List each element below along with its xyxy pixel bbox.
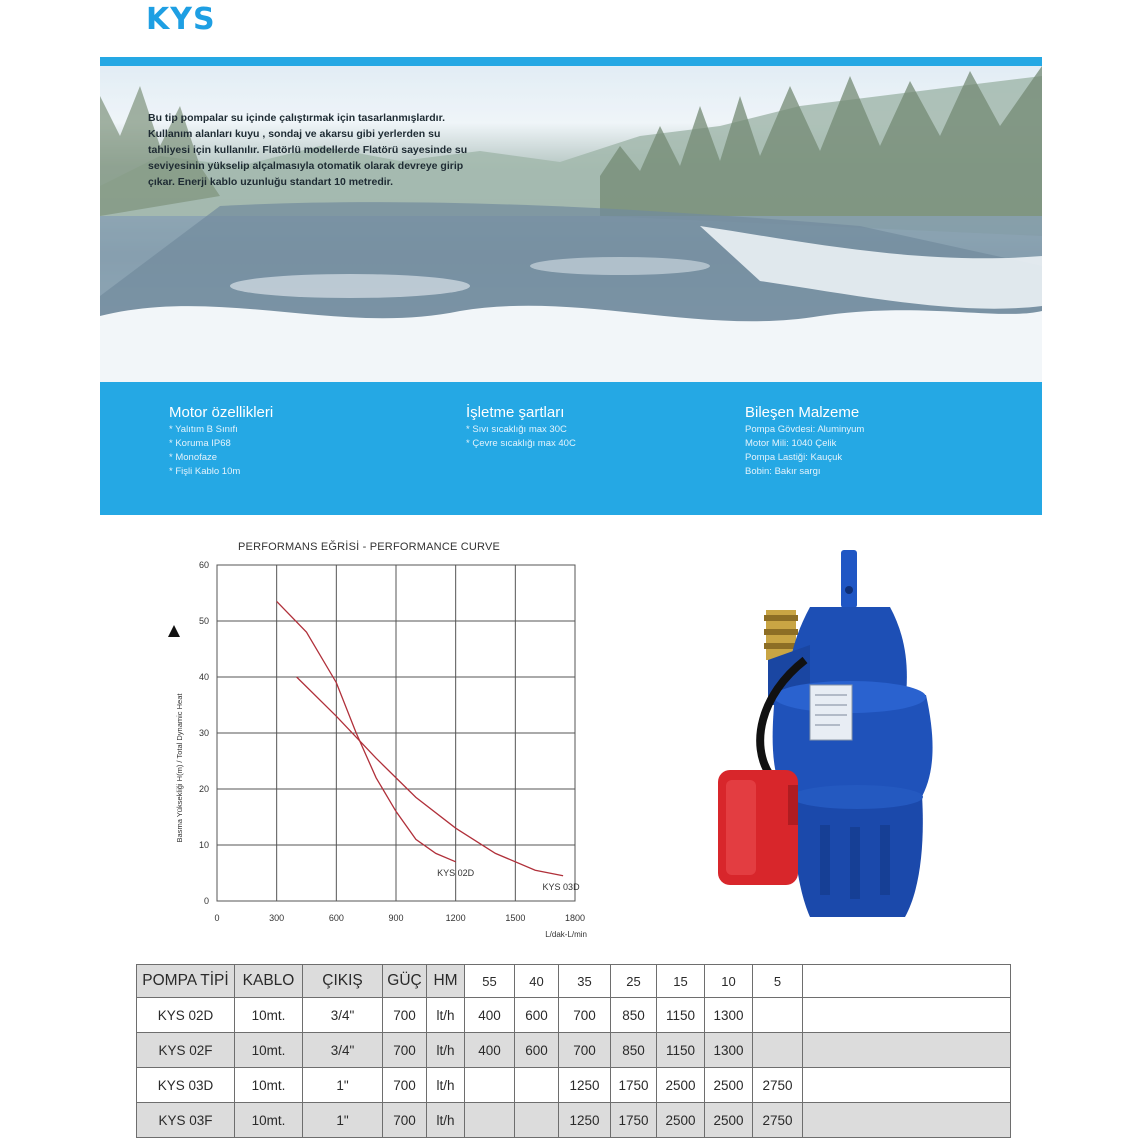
cell: 700 — [559, 1033, 611, 1068]
cell: KYS 03D — [137, 1068, 235, 1103]
table-row — [137, 998, 1011, 1033]
cell: 3/4" — [303, 998, 383, 1033]
cell — [515, 1103, 559, 1138]
header-head-5: 5 — [753, 965, 803, 998]
cell: KYS 03F — [137, 1103, 235, 1138]
operating-conditions-block — [466, 404, 576, 451]
chart-title: PERFORMANS EĞRİSİ - PERFORMANCE CURVE — [238, 541, 501, 553]
pump-label-plate — [810, 685, 852, 740]
y-axis-arrow-icon — [168, 625, 180, 637]
cell: 10mt. — [235, 1033, 303, 1068]
y-tick-label: 40 — [198, 672, 209, 682]
x-tick-label: 300 — [269, 913, 285, 923]
cell: 700 — [383, 1033, 427, 1068]
cell — [465, 1103, 515, 1138]
cell: 3/4" — [303, 1033, 383, 1068]
materials-title: Bileşen Malzeme — [745, 404, 860, 421]
cell: 600 — [515, 998, 559, 1033]
cell: lt/h — [427, 1033, 465, 1068]
cell: 2500 — [705, 1068, 753, 1103]
cell — [753, 1033, 803, 1068]
header-cable: KABLO — [235, 965, 303, 998]
x-tick-label: 900 — [388, 913, 404, 923]
cell — [803, 1033, 1011, 1068]
cell: 1750 — [611, 1103, 657, 1138]
cell: 1150 — [657, 1033, 705, 1068]
material-item: Pompa Lastiği: Kauçuk — [745, 452, 843, 463]
spec-panel — [100, 382, 1042, 515]
pump-spec-table — [136, 964, 1011, 1138]
cell: 400 — [465, 1033, 515, 1068]
cell: 1" — [303, 1103, 383, 1138]
y-tick-label: 20 — [198, 784, 209, 794]
motor-feature-item: * Koruma IP68 — [169, 438, 231, 449]
cell: 1150 — [657, 998, 705, 1033]
x-tick-label: 0 — [214, 913, 220, 923]
table-row — [137, 1068, 1011, 1103]
y-tick-label: 60 — [198, 560, 209, 570]
cell: 2500 — [657, 1068, 705, 1103]
cell: 1300 — [705, 998, 753, 1033]
motor-feature-item: * Yalıtım B Sınıfı — [169, 424, 238, 435]
table-row — [137, 1103, 1011, 1138]
brand-title: KYS — [146, 2, 216, 37]
cell — [803, 1068, 1011, 1103]
cell — [803, 998, 1011, 1033]
material-item: Pompa Gövdesi: Aluminyum — [745, 424, 865, 435]
table-row — [137, 1033, 1011, 1068]
y-tick-label: 30 — [198, 728, 209, 738]
series-label-0: KYS 02D — [437, 867, 475, 878]
cell: 700 — [559, 998, 611, 1033]
cell: 10mt. — [235, 998, 303, 1033]
cell: 1250 — [559, 1103, 611, 1138]
x-axis-label: L/dak-L/min — [545, 930, 587, 939]
y-tick-label: 10 — [198, 840, 209, 850]
cell: 700 — [383, 998, 427, 1033]
cell: 700 — [383, 1103, 427, 1138]
material-item: Motor Mili: 1040 Çelik — [745, 438, 837, 449]
cell — [803, 1103, 1011, 1138]
material-item: Bobin: Bakır sargı — [745, 466, 821, 477]
cell: 1300 — [705, 1033, 753, 1068]
motor-features-block — [169, 404, 273, 479]
header-head-25: 25 — [611, 965, 657, 998]
series-label-1: KYS 03D — [542, 881, 580, 892]
series-line-0 — [277, 601, 456, 861]
header-head-15: 15 — [657, 965, 705, 998]
hero-banner — [100, 66, 1042, 382]
table-header-row — [137, 965, 1011, 998]
x-tick-label: 600 — [328, 913, 344, 923]
cell: 850 — [611, 1033, 657, 1068]
performance-curve-chart — [160, 555, 600, 950]
cell: 1750 — [611, 1068, 657, 1103]
pump-bracket — [841, 550, 857, 608]
hero-description: Bu tip pompalar su içinde çalıştırmak için tasarlanmışlardır. Kullanım alanları kuyu , sondaj ve akarsu gibi yerlerden su tahliyesi için kullanılır. Flatörlü modellerde Flatörü sayesinde su seviyesinin yükselip alçalmasıyla otomatik olarak devreye girip çıkar. Enerji kablo uzunluğu standart 10 metredir. — [148, 112, 468, 188]
header-head-35: 35 — [559, 965, 611, 998]
motor-features-title: Motor özellikleri — [169, 404, 274, 421]
pump-product-image — [700, 545, 950, 930]
operating-conditions-title: İşletme şartları — [466, 404, 565, 421]
cell — [515, 1068, 559, 1103]
cell: 10mt. — [235, 1103, 303, 1138]
x-tick-label: 1200 — [445, 913, 466, 923]
header-hm: HM — [427, 965, 465, 998]
header-power: GÜÇ — [383, 965, 427, 998]
header-head-40: 40 — [515, 965, 559, 998]
operating-condition-item: * Sıvı sıcaklığı max 30C — [466, 424, 567, 435]
y-axis-label: Basma Yüksekliği H(m) / Total Dynamic Heat — [175, 693, 184, 843]
cell: 400 — [465, 998, 515, 1033]
cell: 2750 — [753, 1103, 803, 1138]
x-tick-label: 1800 — [564, 913, 586, 923]
cell: 850 — [611, 998, 657, 1033]
cell: lt/h — [427, 1103, 465, 1138]
cell: lt/h — [427, 998, 465, 1033]
cell: 2500 — [705, 1103, 753, 1138]
cell: 1250 — [559, 1068, 611, 1103]
header-outlet: ÇIKIŞ — [303, 965, 383, 998]
cell: 1" — [303, 1068, 383, 1103]
cell: KYS 02F — [137, 1033, 235, 1068]
header-head-55: 55 — [465, 965, 515, 998]
cell: 2750 — [753, 1068, 803, 1103]
cell: KYS 02D — [137, 998, 235, 1033]
top-accent-bar — [100, 57, 1042, 66]
cell: 600 — [515, 1033, 559, 1068]
motor-feature-item: * Monofaze — [169, 452, 218, 463]
header-head-10: 10 — [705, 965, 753, 998]
y-tick-label: 50 — [198, 616, 209, 626]
cell — [753, 998, 803, 1033]
cell: 10mt. — [235, 1068, 303, 1103]
materials-block — [745, 404, 864, 479]
motor-feature-item: * Fişli Kablo 10m — [169, 466, 241, 477]
cell — [465, 1068, 515, 1103]
x-tick-label: 1500 — [505, 913, 526, 923]
header-pump-type: POMPA TİPİ — [137, 965, 235, 998]
cell: 2500 — [657, 1103, 705, 1138]
operating-condition-item: * Çevre sıcaklığı max 40C — [466, 438, 576, 449]
cell: lt/h — [427, 1068, 465, 1103]
y-tick-label: 0 — [203, 896, 209, 906]
header-empty — [803, 965, 1011, 998]
cell: 700 — [383, 1068, 427, 1103]
